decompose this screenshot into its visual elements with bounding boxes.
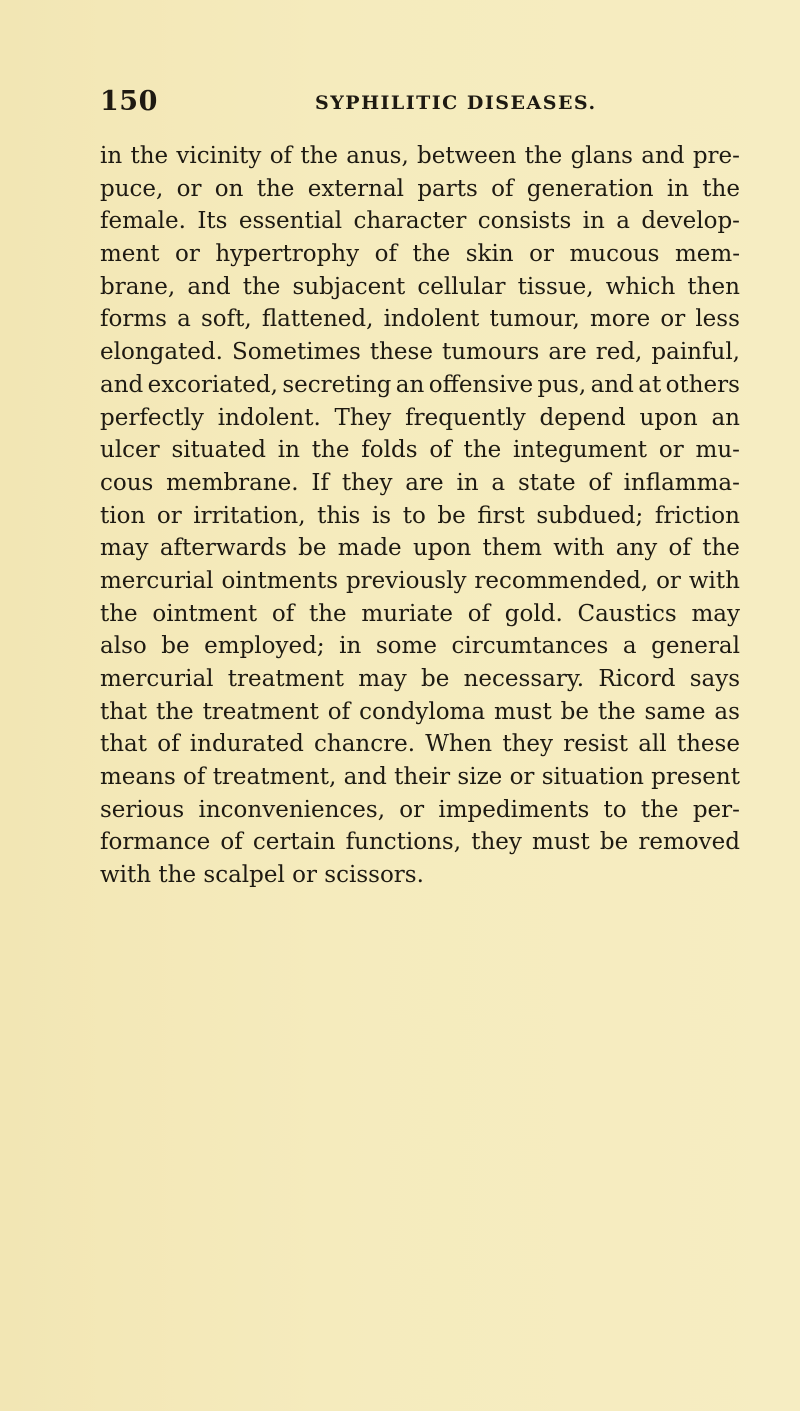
text-line: mercurial treatment may be necessary. Ricord says	[100, 666, 740, 692]
text-line: with the scalpel or scissors.	[100, 862, 424, 889]
text-line: tion or irritation, this is to be first subdued; friction	[100, 502, 740, 529]
page-number: 150	[100, 86, 158, 117]
text-line: that the treatment of condyloma must be the same as	[100, 698, 740, 725]
page-header	[100, 86, 740, 126]
text-line: female. Its essential character consists in a develop-	[100, 208, 740, 235]
text-line: mercurial ointments previously recommended, or with	[100, 567, 740, 594]
text-line: means of treatment, and their size or situation present	[100, 764, 740, 791]
text-line: brane, and the subjacent cellular tissue, which then	[100, 273, 740, 300]
text-line: formance of certain functions, they must be removed	[100, 829, 740, 856]
text-line: cous membrane. If they are in a state of inflamma-	[100, 469, 740, 496]
body-text	[100, 140, 740, 892]
text-line: ulcer situated in the folds of the integument or mu-	[100, 437, 740, 464]
text-line: puce, or on the external parts of generation in the	[100, 175, 740, 202]
text-line: ment or hypertrophy of the skin or mucous mem-	[100, 241, 740, 268]
text-line: and excoriated, secreting an offensive pus, and at others	[100, 371, 740, 398]
text-line: perfectly indolent. They frequently depend upon an	[100, 404, 740, 431]
text-line: the ointment of the muriate of gold. Caustics may	[100, 600, 740, 627]
text-line: serious inconveniences, or impediments to the per-	[100, 796, 740, 823]
text-line: elongated. Sometimes these tumours are red, painful,	[100, 339, 740, 366]
running-head: SYPHILITIC DISEASES.	[315, 92, 597, 114]
text-line: in the vicinity of the anus, between the glans and pre-	[100, 143, 740, 169]
text-line: that of indurated chancre. When they resist all these	[100, 731, 740, 758]
text-line: forms a soft, flattened, indolent tumour, more or less	[100, 306, 740, 333]
text-line: also be employed; in some circumtances a general	[100, 633, 740, 660]
text-line: may afterwards be made upon them with any of the	[100, 535, 740, 562]
